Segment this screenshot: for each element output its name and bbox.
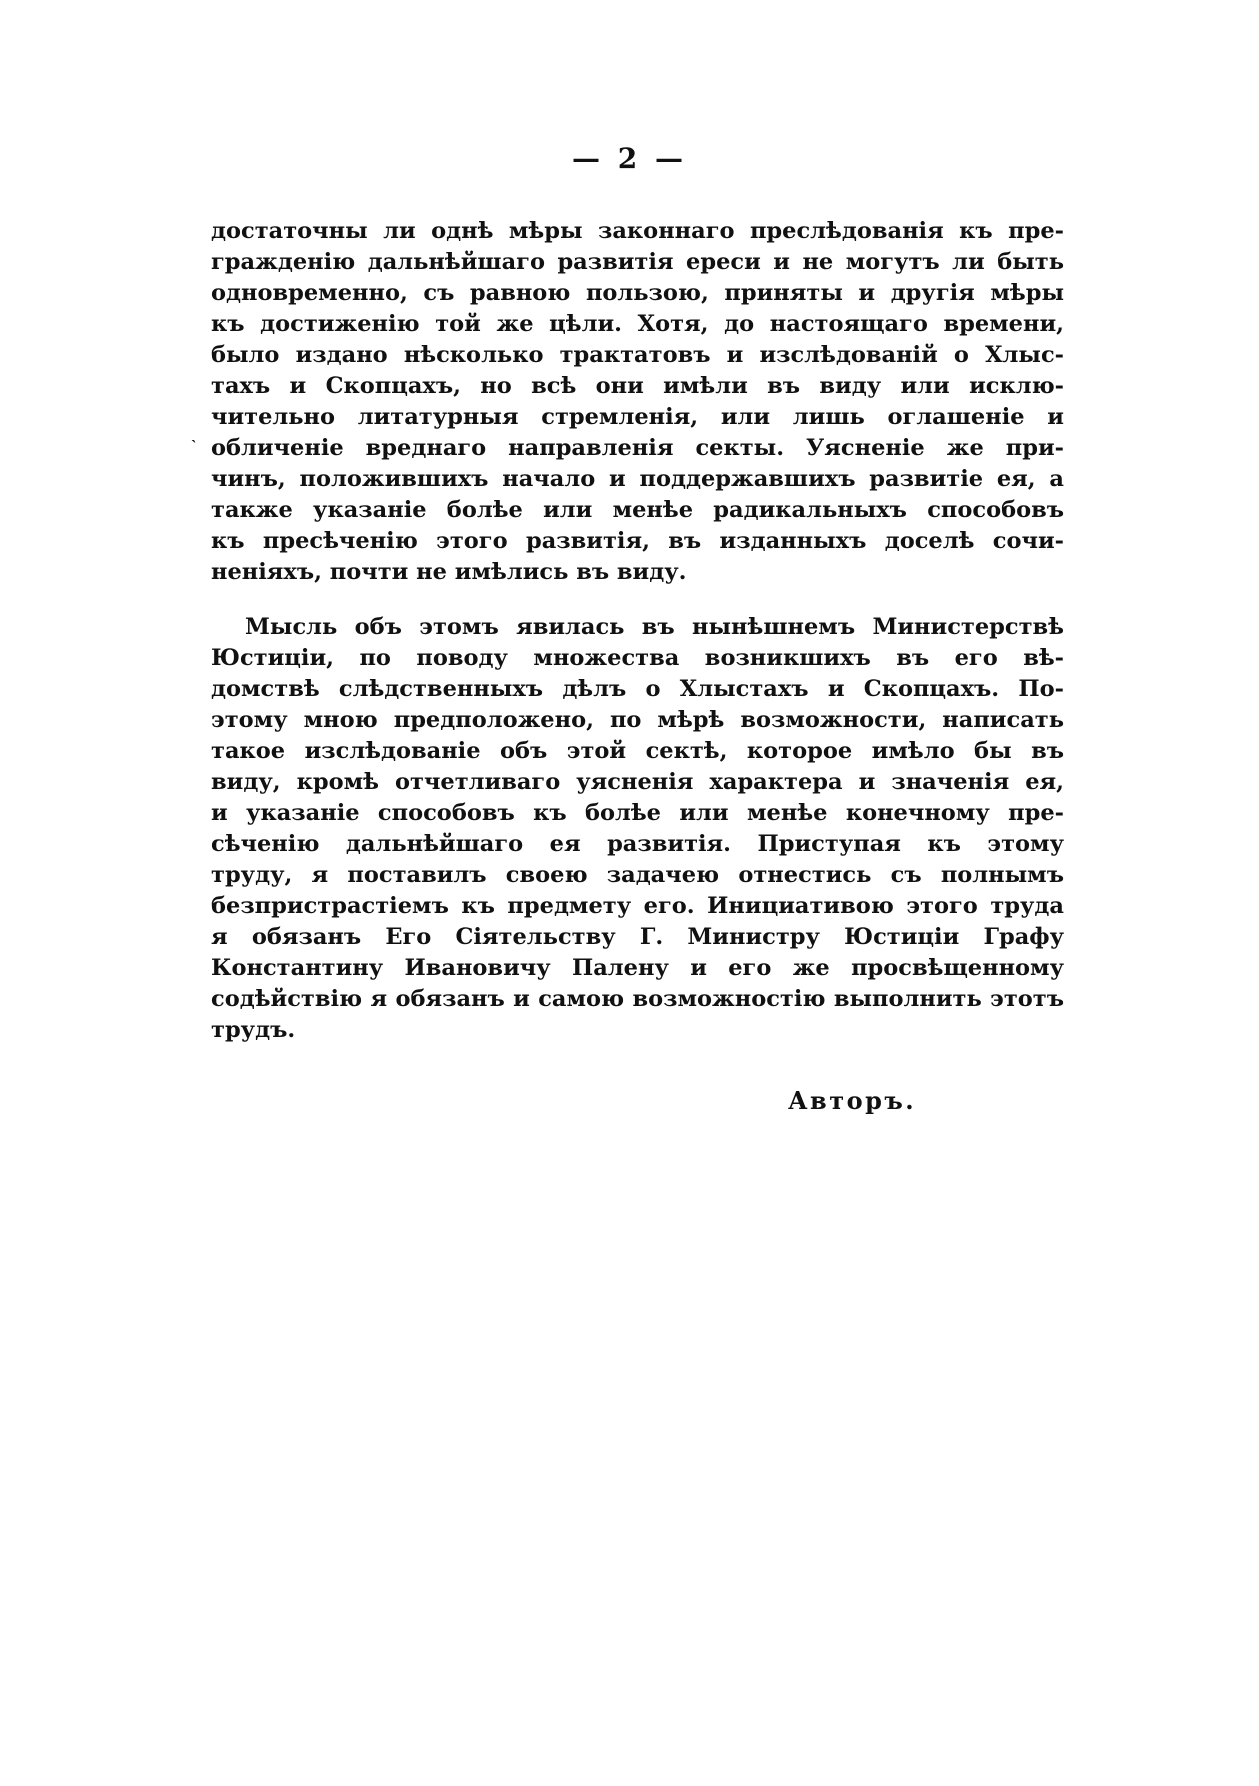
paragraph-line: тахъ и Скопцахъ, но всѣ они имѣли въ виду или исклю- [211,373,1064,399]
paragraph-line: было издано нѣсколько трактатовъ и изслѣдованій о Хлыс- [211,342,1064,368]
paragraph-1 [211,216,1064,588]
paragraph-line: къ пресѣченію этого развитія, въ изданныхъ доселѣ сочи- [211,528,1064,554]
paragraph-line: трудъ. [211,1017,296,1043]
paragraph-line: Константину Ивановичу Палену и его же просвѣщенному [211,955,1064,981]
paragraph-line: обличеніе вреднаго направленія секты. Уясненіе же при- [211,435,1064,461]
paragraph-line: и указаніе способовъ къ болѣе или менѣе конечному пре- [211,800,1064,826]
paragraph-line: виду, кромѣ отчетливаго уясненія характера и значенія ея, [211,769,1064,795]
paragraph-line: сѣченію дальнѣйшаго ея развитія. Приступая къ этому [211,831,1064,857]
paragraph-2 [211,612,1064,1046]
paragraph-line: домствѣ слѣдственныхъ дѣлъ о Хлыстахъ и Скопцахъ. По- [211,676,1064,702]
paragraph-line: чительно литатурныя стремленія, или лишь оглашеніе и [211,404,1064,430]
paragraph-line: достаточны ли однѣ мѣры законнаго преслѣдованія къ пре- [211,218,1064,244]
paragraph-line: такое изслѣдованіе объ этой сектѣ, которое имѣло бы въ [211,738,1064,764]
paragraph-line: также указаніе болѣе или менѣе радикальныхъ способовъ [211,497,1064,523]
paragraph-line: одновременно, съ равною пользою, приняты и другія мѣры [211,280,1064,306]
paragraph-line: Юстиціи, по поводу множества возникшихъ въ его вѣ- [211,645,1064,671]
margin-mark: ˎ [191,424,197,443]
paragraph-line: этому мною предположено, по мѣрѣ возможности, написать [211,707,1064,733]
paragraph-line: къ достиженію той же цѣли. Хотя, до настоящаго времени, [211,311,1064,337]
paragraph-line: неніяхъ, почти не имѣлись въ виду. [211,559,687,585]
paragraph-line: я обязанъ Его Сіятельству Г. Министру Юстиціи Графу [211,924,1064,950]
paragraph-line: Мысль объ этомъ явилась въ нынѣшнемъ Министерствѣ [245,614,1064,640]
page-number: — 2 — [572,142,687,175]
paragraph-line: гражденію дальнѣйшаго развитія ереси и не могутъ ли быть [211,249,1064,275]
paragraph-line: содѣйствію я обязанъ и самою возможностію выполнить этотъ [211,986,1064,1012]
paragraph-line: безпристрастіемъ къ предмету его. Инициативою этого труда [211,893,1064,919]
paragraph-line: труду, я поставилъ своею задачею отнестись съ полнымъ [211,862,1064,888]
author-signature: Авторъ. [788,1086,917,1115]
paragraph-line: чинъ, положившихъ начало и поддержавшихъ развитіе ея, а [211,466,1064,492]
